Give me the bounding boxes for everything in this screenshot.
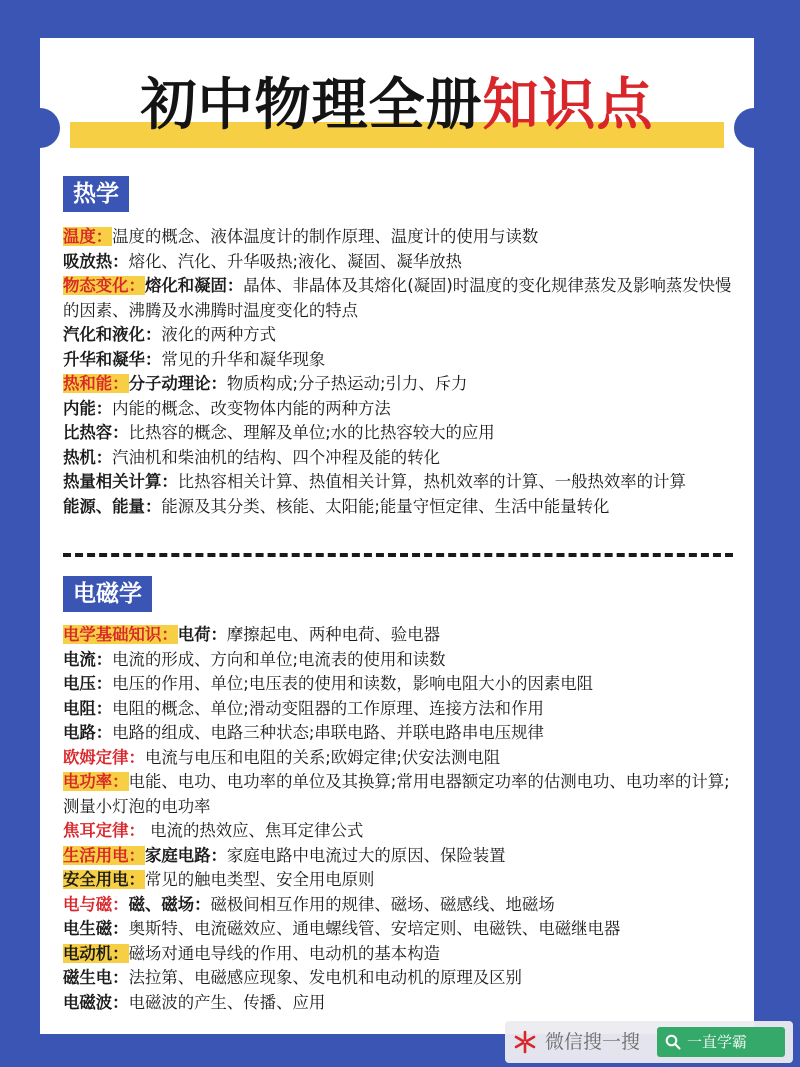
watermark-text: 微信搜一搜: [545, 1031, 641, 1053]
section-heading-electromagnetism: 电磁学: [63, 576, 152, 612]
item-description: 能源及其分类、核能、太阳能;能量守恒定律、生活中能量转化: [161, 496, 610, 516]
list-item: [63, 942, 741, 967]
search-icon: [665, 1034, 681, 1050]
item-keyword: 比热容：: [63, 423, 129, 442]
item-keyword: 电生磁：: [63, 919, 129, 938]
list-item: [63, 495, 741, 520]
item-description: 磁极间相互作用的规律、磁场、磁感线、地磁场: [210, 894, 555, 914]
title-block: [70, 66, 724, 156]
item-keyword: 能源、能量：: [63, 496, 162, 516]
item-keyword: 电流：: [63, 649, 113, 669]
section-heading-thermal: 热学: [63, 176, 129, 212]
item-keyword: 电阻：: [63, 698, 113, 718]
list-item: [63, 648, 741, 673]
item-keyword: 家庭电路：: [144, 845, 227, 865]
item-description: 温度的概念、液体温度计的制作原理、温度计的使用与读数: [112, 227, 539, 246]
content-card: [40, 38, 754, 1034]
item-description: 比热容的概念、理解及单位;水的比热容较大的应用: [128, 423, 495, 442]
item-description: 摩擦起电、两种电荷、验电器: [226, 625, 440, 644]
list-item: [63, 966, 741, 991]
item-keyword: 熔化和凝固：: [144, 276, 244, 295]
list-item: [63, 868, 741, 893]
item-keyword: 物态变化：: [63, 276, 145, 295]
item-keyword: 电荷：: [177, 625, 227, 644]
item-keyword: 焦耳定律：: [63, 821, 145, 840]
item-description: 内能的概念、改变物体内能的两种方法: [112, 398, 391, 418]
item-keyword: 欧姆定律：: [63, 747, 145, 767]
list-item: [63, 819, 741, 844]
item-keyword: 磁、磁场：: [128, 894, 211, 914]
item-description: 物质构成;分子热运动;引力、斥力: [226, 374, 468, 393]
item-description: 熔化、汽化、升华吸热;液化、凝固、凝华放热: [128, 251, 462, 271]
item-description: 法拉第、电磁感应现象、发电机和电动机的原理及区别: [128, 968, 522, 987]
item-description: 电磁波的产生、传播、应用: [128, 992, 326, 1012]
list-item: [63, 991, 741, 1016]
item-keyword: 升华和凝华：: [63, 349, 162, 369]
item-keyword: 内能：: [63, 398, 113, 418]
card-notch-left: [20, 108, 60, 148]
item-keyword: 安全用电：: [63, 870, 145, 889]
item-keyword: 电路：: [63, 723, 113, 742]
item-description: 常见的触电类型、安全用电原则: [144, 870, 375, 889]
list-item: [63, 672, 741, 697]
item-description: 电流的热效应、焦耳定律公式: [144, 821, 364, 840]
item-description: 比热容相关计算、热值相关计算，热机效率的计算、一般热效率的计算: [177, 472, 686, 491]
item-description: 电路的组成、电路三种状态;串联电路、并联电路串电压规律: [112, 723, 544, 742]
list-item: [63, 893, 741, 918]
item-keyword: 热机：: [63, 447, 113, 467]
wechat-search-watermark: [505, 1021, 793, 1063]
watermark-search-button[interactable]: [657, 1027, 785, 1057]
page-title: [70, 66, 724, 146]
section-electromagnetism-lines: [63, 623, 741, 1015]
list-item: [63, 470, 741, 495]
list-item: [63, 697, 741, 722]
list-item: [63, 323, 741, 348]
item-description: 奥斯特、电流磁效应、通电螺线管、安培定则、电磁铁、电磁继电器: [128, 919, 621, 938]
item-keyword: 电压：: [63, 674, 113, 693]
list-item: [63, 397, 741, 422]
item-keyword: 电与磁：: [63, 894, 129, 914]
item-description: 家庭电路中电流过大的原因、保险装置: [226, 845, 506, 865]
item-keyword: 电磁波：: [63, 992, 129, 1012]
item-description: 汽油机和柴油机的结构、四个冲程及能的转化: [112, 447, 440, 467]
item-description: 液化的两种方式: [161, 325, 277, 344]
list-item: [63, 250, 741, 275]
list-item: [63, 844, 741, 869]
item-keyword: 电学基础知识：: [63, 625, 178, 644]
item-description: 电能、电功、电功率的单位及其换算;常用电器额定功率的估测电功、电功率的计算;测量小灯泡的电功率: [63, 772, 730, 816]
list-item: [63, 721, 741, 746]
item-description: 磁场对通电导线的作用、电动机的基本构造: [128, 943, 440, 963]
list-item: [63, 446, 741, 471]
item-keyword: 温度：: [63, 227, 113, 246]
list-item: [63, 421, 741, 446]
item-keyword: 热量相关计算：: [63, 472, 178, 491]
item-keyword: 汽化和液化：: [63, 325, 162, 344]
item-description: 电阻的概念、单位;滑动变阻器的工作原理、连接方法和作用: [112, 698, 544, 718]
item-description: 电流与电压和电阻的关系;欧姆定律;伏安法测电阻: [144, 747, 501, 767]
item-description: 晶体、非晶体及其熔化(凝固)时温度的变化规律蒸发及影响蒸发快慢的因素、沸腾及水沸腾时温度变化的特点: [63, 276, 732, 320]
item-keyword: 分子动理论：: [128, 374, 227, 393]
card-notch-right: [734, 108, 774, 148]
list-item: [63, 225, 741, 250]
watermark-query: 一直学霸: [687, 1033, 748, 1051]
list-item: [63, 623, 741, 648]
list-item: [63, 274, 741, 323]
title-main: 初中物理全册: [140, 73, 483, 138]
item-keyword: 生活用电：: [63, 845, 145, 865]
list-item: [63, 372, 741, 397]
list-item: [63, 746, 741, 771]
sparkle-icon: [513, 1030, 537, 1054]
list-item: [63, 348, 741, 373]
item-keyword: 磁生电：: [63, 968, 129, 987]
list-item: [63, 917, 741, 942]
item-keyword: 电功率：: [63, 772, 129, 791]
item-description: 常见的升华和凝华现象: [161, 349, 326, 369]
item-description: 电流的形成、方向和单位;电流表的使用和读数: [112, 649, 446, 669]
item-keyword: 吸放热：: [63, 251, 129, 271]
item-keyword: 热和能：: [63, 374, 129, 393]
item-description: 电压的作用、单位;电压表的使用和读数，影响电阻大小的因素电阻: [112, 674, 594, 693]
section-thermal-lines: [63, 225, 741, 519]
section-divider: [63, 553, 733, 557]
item-keyword: 电动机：: [63, 943, 129, 963]
list-item: [63, 770, 741, 819]
title-accent: 知识点: [482, 73, 654, 138]
